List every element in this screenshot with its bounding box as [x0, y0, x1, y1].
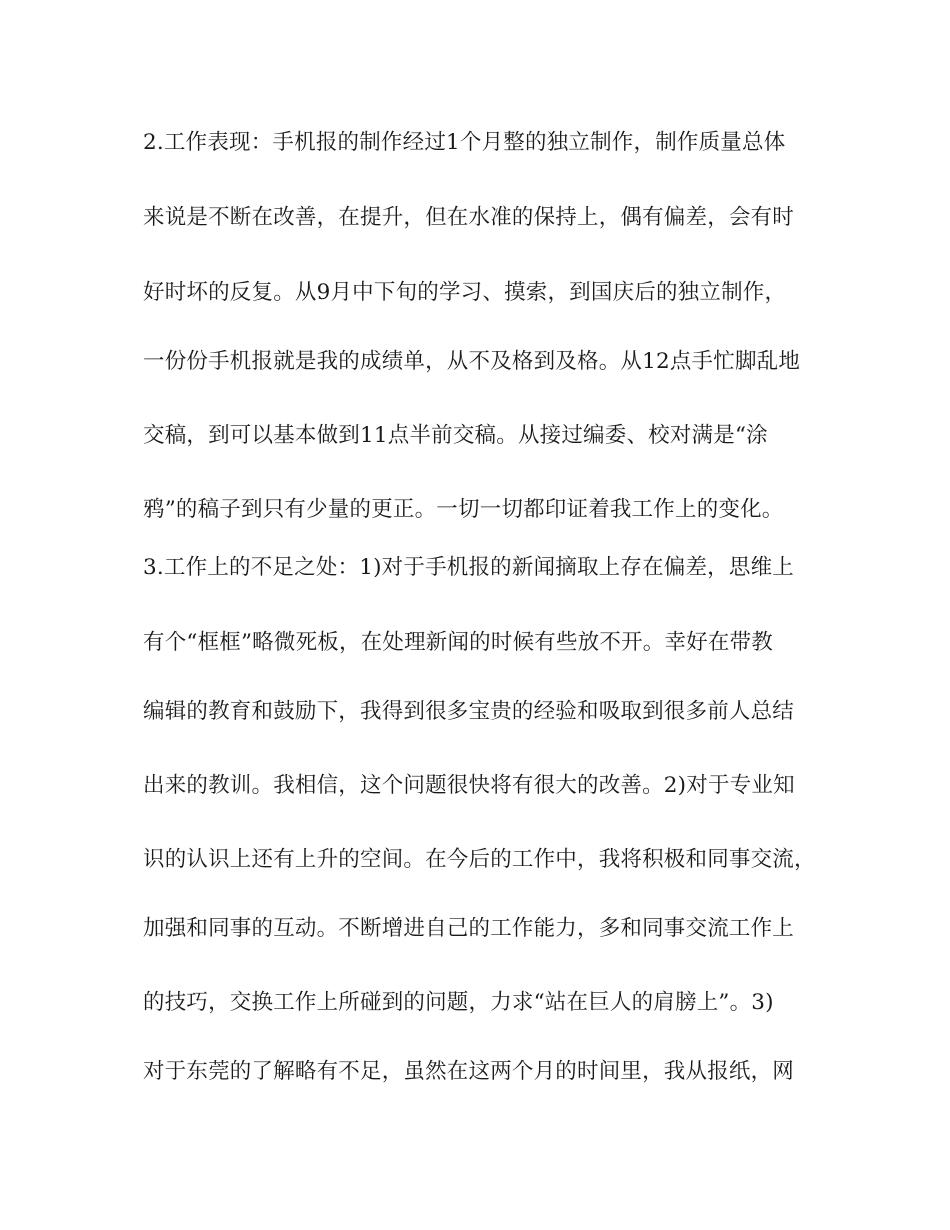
paragraph-line: 编辑的教育和鼓励下，我得到很多宝贵的经验和吸取到很多前人总结 [143, 699, 795, 724]
paragraph-line: 出来的教训。我相信，这个问题很快将有很大的改善。2)对于专业知 [143, 773, 795, 798]
paragraph-line: 好时坏的反复。从9月中下旬的学习、摸索，到国庆后的独立制作， [143, 280, 787, 305]
paragraph-line: 加强和同事的互动。不断增进自己的工作能力，多和同事交流工作上 [143, 916, 795, 941]
paragraph-line: 有个“框框”略微死板，在处理新闻的时候有些放不开。幸好在带教 [143, 630, 773, 655]
paragraph-line: 鸦”的稿子到只有少量的更正。一切一切都印证着我工作上的变化。 [143, 497, 784, 522]
paragraph-line: 的技巧，交换工作上所碰到的问题，力求“站在巨人的肩膀上”。3) [143, 990, 774, 1015]
paragraph-line: 3.工作上的不足之处：1)对于手机报的新闻摘取上存在偏差，思维上 [143, 555, 794, 580]
paragraph-line: 2.工作表现：手机报的制作经过1个月整的独立制作，制作质量总体 [143, 130, 786, 155]
paragraph-line: 对于东莞的了解略有不足，虽然在这两个月的时间里，我从报纸，网 [143, 1059, 795, 1084]
paragraph-line: 交稿，到可以基本做到11点半前交稿。从接过编委、校对满是“涂 [143, 423, 768, 448]
paragraph-line: 一份份手机报就是我的成绩单，从不及格到及格。从12点手忙脚乱地 [143, 349, 801, 374]
paragraph-line: 来说是不断在改善，在提升，但在水准的保持上，偶有偏差，会有时 [143, 205, 795, 230]
paragraph-line: 识的认识上还有上升的空间。在今后的工作中，我将积极和同事交流， [143, 847, 816, 872]
